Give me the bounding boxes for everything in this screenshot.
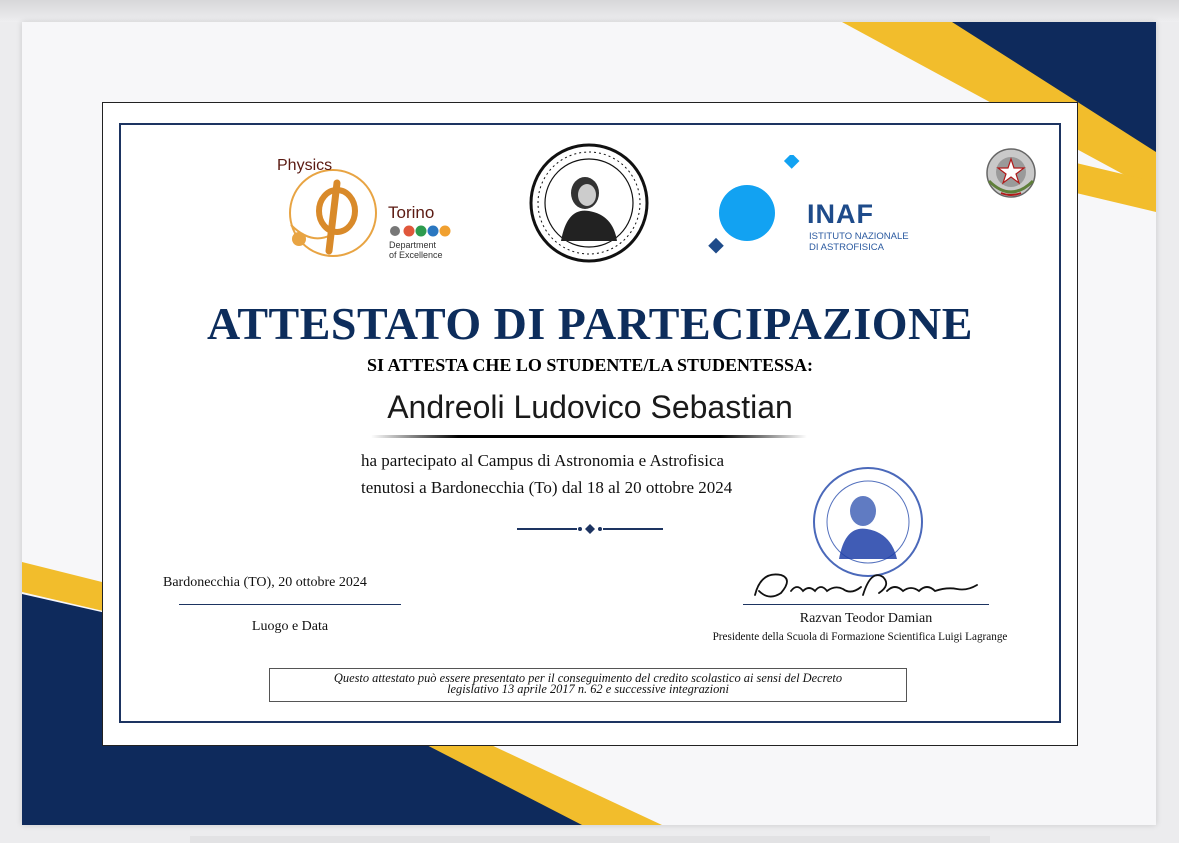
name-underline bbox=[371, 435, 807, 438]
credit-notice-text: Questo attestato può essere presentato per il conseguimento del credito scolastico ai sensi del Decreto legislativo 13 aprile 2017 n. 62 e successive integrazioni bbox=[333, 671, 843, 696]
place-date-value: Bardonecchia (TO), 20 ottobre 2024 bbox=[163, 575, 367, 590]
signature-line bbox=[743, 604, 989, 605]
inaf-logo-icon bbox=[705, 155, 805, 259]
mur-color-dots-icon bbox=[389, 224, 463, 238]
department-of-excellence-label: Department of Excellence bbox=[389, 240, 443, 260]
place-date-label: Luogo e Data bbox=[251, 619, 329, 634]
school-seal-icon bbox=[527, 141, 651, 265]
handwritten-signature bbox=[751, 565, 981, 605]
certificate-title: ATTESTATO DI PARTECIPAZIONE bbox=[207, 298, 973, 349]
italian-emblem-icon bbox=[983, 145, 1039, 201]
participation-text-line2: tenutosi a Bardonecchia (To) dal 18 al 20 ottobre 2024 bbox=[361, 478, 733, 497]
participation-text-line1: ha partecipato al Campus di Astronomia e Astrofisica bbox=[361, 451, 725, 470]
viewer-bottom-shadow bbox=[190, 836, 990, 843]
certificate bbox=[102, 102, 1078, 746]
certificate-subtitle: SI ATTESTA CHE LO STUDENTE/LA STUDENTESSA: bbox=[367, 355, 813, 375]
certificate-page bbox=[22, 22, 1156, 825]
certificate-border bbox=[119, 123, 1061, 723]
place-date-line bbox=[179, 604, 401, 605]
torino-wordmark: Torino bbox=[388, 203, 435, 222]
credit-notice-box bbox=[269, 668, 907, 702]
school-stamp-icon bbox=[809, 463, 927, 581]
physics-wordmark: Physics bbox=[277, 157, 333, 174]
signer-role: Presidente della Scuola di Formazione Scientifica Luigi Lagrange bbox=[712, 631, 1008, 643]
inaf-wordmark: INAF bbox=[807, 199, 874, 229]
student-name: Andreoli Ludovico Sebastian bbox=[387, 389, 793, 425]
signer-name: Razvan Teodor Damian bbox=[799, 611, 933, 626]
viewer-top-shadow bbox=[0, 0, 1179, 22]
ornament-divider-icon bbox=[515, 523, 665, 535]
inaf-subtitle: ISTITUTO NAZIONALE DI ASTROFISICA bbox=[809, 231, 909, 253]
